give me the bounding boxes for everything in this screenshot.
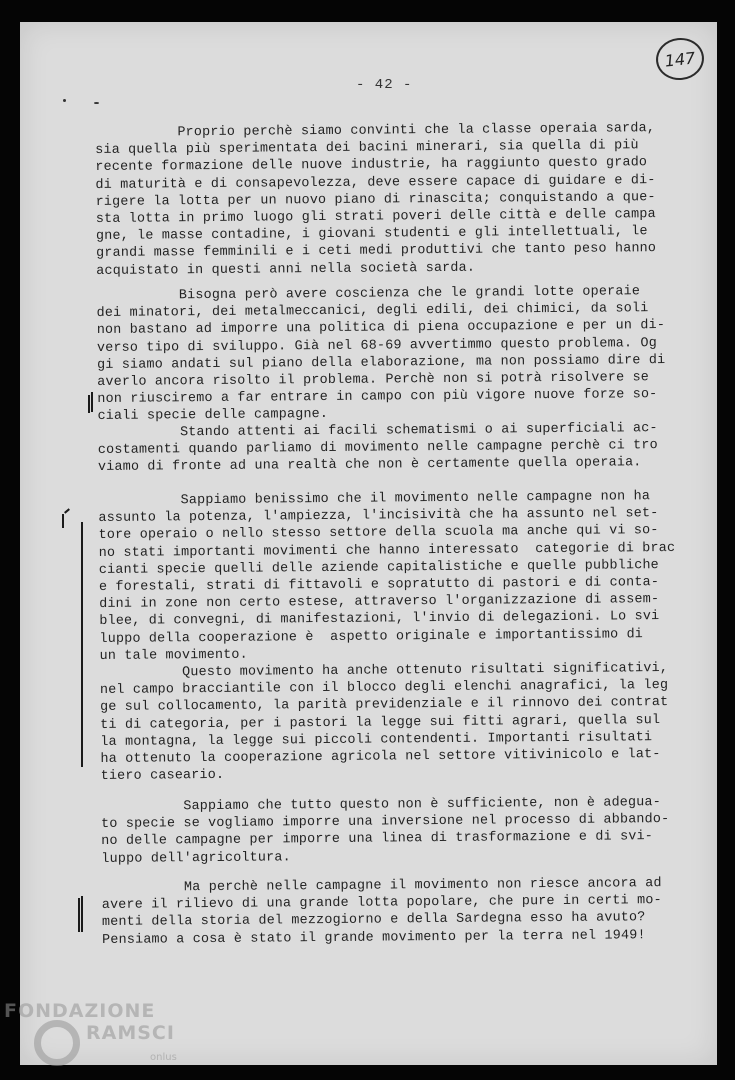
paragraph: Bisogna però avere coscienza che le grandi lotte operaie dei minatori, dei metalmeccanici, degli edili, dei chimici, da soli non bastano ad imporre una politica di piena occupazione e per un di- verso tipo di sviluppo. Già nel 68-69 avvertimmo questo problema. Og gi siamo andati sul piano della elaborazione, ma non possiamo dire di averlo ancora risolto il problema. Perchè non si potrà risolvere se non riusciremo a far entrare in campo con più vigore nuove forze so- ciali specie delle campagne.	[96, 284, 666, 425]
margin-bracket	[62, 514, 64, 528]
page-number: - 42 -	[356, 77, 413, 93]
watermark-line-2: RAMSCI	[86, 1022, 175, 1044]
ink-dot	[94, 102, 99, 104]
paragraph: Sappiamo benissimo che il movimento nelle campagne non ha assunto la potenza, l'ampiezza, l'incisività che ha assunto nel set- tore operaio o nello stesso settore della scuola ma anche qui vi so- no stati importanti movimenti che hanno interessato categorie di brac cianti specie quelli delle aziende capitalistiche e quelle pubbliche e forestali, strati di fittavoli e sopratutto di pastori e di conta- dini in zone non certo estese, attraverso l'organizzazione di assem- blee, di convegni, di manifestazioni, l'invio di delegazioni. Lo svi luppo della cooperazione è aspetto originale e importantissimo di un tale movimento.	[98, 489, 676, 664]
margin-mark	[88, 395, 90, 413]
typewritten-body	[95, 120, 696, 948]
margin-mark	[81, 896, 83, 932]
paragraph: Stando attenti ai facili schematismi o ai superficiali ac- costamenti quando parliamo di movimento nelle campagne perchè ci tro viamo di fronte ad una realtà che non è certamente quella operaia.	[97, 421, 658, 476]
ink-dot	[63, 99, 66, 102]
paragraph: Sappiamo che tutto questo non è sufficiente, non è adegua- to specie se vogliamo imporre una inversione nel processo di abbando- no delle campagne per imporre una linea di trasformazione e di svi- luppo dell'agricoltura.	[100, 795, 670, 867]
archive-page-stamp: 147	[654, 36, 706, 83]
fondazione-gramsci-watermark	[4, 1000, 204, 1080]
watermark-g-logo-icon	[34, 1020, 80, 1066]
paragraph: Ma perchè nelle campagne il movimento non riesce ancora ad avere il rilievo di una grande lotta popolare, che pure in certi mo- menti della storia del mezzogiorno e della Sardegna esso ha avuto? Pensiamo a cosa è stato il grande movimento per la terra nel 1949!	[101, 876, 662, 948]
watermark-line-1: FONDAZIONE	[4, 1000, 156, 1022]
margin-line	[81, 522, 83, 767]
paragraph: Proprio perchè siamo convinti che la classe operaia sarda, sia quella più sperimentata dei bacini minerari, sia quella di più recente formazione delle nuove industrie, ha raggiunto questo grado di maturità e di consapevolezza, deve essere capace di guidare e di- rigere la lotta per un nuovo piano di rinascita; conquistando a que- sta lotta in primo luogo gli strati poveri delle città e delle campa gne, le masse contadine, i giovani studenti e gli intellettuali, le grandi masse femminili e i ceti medi produttivi che tanto peso hanno acquistato in questi anni nella società sarda.	[95, 121, 657, 279]
paragraph: Questo movimento ha anche ottenuto risultati significativi, nel campo bracciantile con il blocco degli elenchi anagrafici, la leg ge sul collocamento, la parità previdenziale e il rinnovo dei contrat ti di categoria, per i pastori la legge sui fitti agrari, quella sul la montagna, la legge sui piccoli contendenti. Importanti risultati ha ottenuto la cooperazione agricola nel settore vitivinicolo e lat- tiero caseario.	[99, 661, 669, 785]
margin-mark	[78, 898, 80, 932]
watermark-line-3: onlus	[150, 1052, 177, 1063]
margin-mark	[91, 392, 93, 412]
